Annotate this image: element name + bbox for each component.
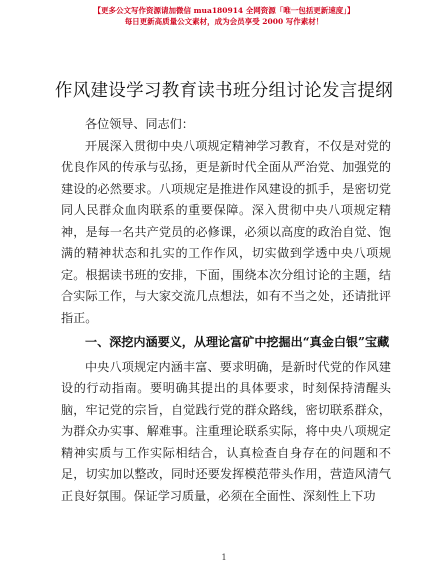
- intro-paragraph: 开展深入贯彻中央八项规定精神学习教育，不仅是对党的优良作风的传承与弘扬，更是新时代全面从严治党、加强党的建设的必然要求。八项规定是推进作风建设的抓手，是密切党同人民群众血肉联系的重要保障。深入贯彻中央八项规定精神，是每一名共产党员的必修课，必须以高度的政治自觉、饱满的精神状态和扎实的工作作风，切实做到学透中央八项规定。根据读书班的安排，下面，围绕本次分组讨论的主题，结合实际工作，与大家交流几点想法，如有不当之处，还请批评指正。: [61, 138, 391, 325]
- promo-banner-line1: 【更多公文写作资源请加微信 mua180914 全网资源「唯一包括更新速度」】: [93, 6, 355, 15]
- salutation: 各位领导、同志们：: [85, 117, 194, 131]
- promo-banner-line2: 每日更新高质量公文素材，成为会员享受 2000 写作素材！: [124, 17, 324, 26]
- document-body: [61, 114, 391, 507]
- section-heading-1: 一、深挖内涵要义，从理论富矿中挖掘出“真金白银”宝藏: [85, 335, 390, 349]
- section-1-paragraph: 中央八项规定内涵丰富、要求明确，是新时代党的作风建设的行动指南。要明确其提出的具体要求，时刻保持清醒头脑，牢记党的宗旨，自觉践行党的群众路线，密切联系群众，为群众办实事、解难事。注重理论联系实际，将中央八项规定精神实质与工作实际相结合，认真检查自身存在的问题和不足，切实加以整改，同时还要发挥模范带头作用，营造风清气正良好氛围。保证学习质量，必须在全面性、深刻性上下功: [61, 359, 391, 503]
- document-title: 作风建设学习教育读书班分组讨论发言提纲: [54, 81, 394, 101]
- page-number: 1: [221, 553, 227, 562]
